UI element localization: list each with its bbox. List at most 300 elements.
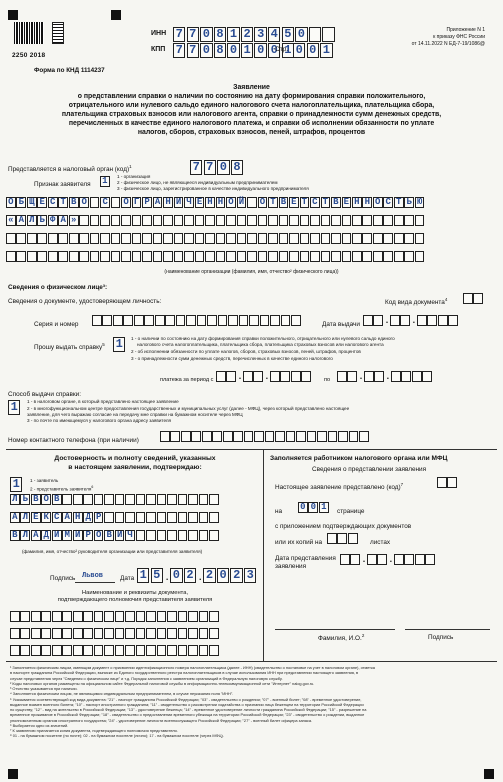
inn-cell [309,27,321,42]
org-name-cell [247,233,257,244]
org-name-cell: О [6,197,16,208]
org-name-cell [195,233,205,244]
official-date-cell [377,554,387,565]
org-name-cell: А [153,197,163,208]
issue-date-cell [373,315,383,326]
org-name-cell [321,233,331,244]
org-name-row4 [6,251,425,262]
series-cell [144,315,154,326]
docref-cell [31,611,41,622]
lastname-cell [157,494,167,505]
org-name-cell: Н [352,197,362,208]
org-name-cell [195,215,205,226]
org-name-cell [258,215,268,226]
org-name-cell [289,215,299,226]
issue-date-cell [438,315,448,326]
org-name-cell [383,233,393,244]
series-cell [270,315,280,326]
org-name-caption: (наименование организации (фамилия, имя, отчество² физического лица)) [164,269,339,275]
series-cell [291,315,301,326]
title-line3: плательщика страховых взносов или налогового агента, справки о принадлежности сумм денежных средств, [61,110,442,118]
firstname-cell [125,512,135,523]
period-to-cell [401,371,411,382]
docref-cell [10,645,20,656]
sign-date-cell: 2 [230,568,242,583]
org-name-cell [184,215,194,226]
patronymic-cell [188,530,198,541]
docref-cell [136,628,146,639]
docref-cell [73,628,83,639]
period-to-cell [412,371,422,382]
series-cell [281,315,291,326]
inn-cell: 7 [173,27,185,42]
org-name-cell [415,233,425,244]
org-name-cell: С [48,197,58,208]
lastname-cells [10,494,220,505]
firstname-cell: К [41,512,51,523]
org-name-cell [58,251,68,262]
org-name-cell [100,251,110,262]
patronymic-cell: И [73,530,83,541]
delivery-opt2b: заявление, для чего выражаю согласие на передачу мне справки на бумажном носителе через МФЦ [27,412,243,417]
copies-cell [327,533,337,544]
org-name-cell [331,251,341,262]
org-name-cell: С [310,197,320,208]
lastname-cell [209,494,219,505]
org-name-cell: А [16,215,26,226]
org-name-cell: О [373,197,383,208]
official-date-cells [340,554,436,565]
org-name-cell [174,215,184,226]
pages-cell: 1 [319,502,329,513]
docref-cell [209,611,219,622]
applicant-option3: 3 - физическое лицо, зарегистрированное в качестве индивидуального предпринимателя [117,186,309,191]
confirm-title [20,455,250,473]
org-name-cell [16,233,26,244]
submitted-cells [437,477,458,488]
period-from-cell [301,371,311,382]
appendix-line2: к приказу ФНС России [433,34,485,40]
barcode [14,22,44,44]
phone-cell [191,431,201,442]
docref-cell [209,628,219,639]
lastname-cell [73,494,83,505]
org-name-cell [132,251,142,262]
period-from-cell [270,371,280,382]
org-name-cell [100,215,110,226]
phone-cell [244,431,254,442]
footnote-line: ⁶ Выбирается одно из значений. [10,722,69,728]
copies-cells [327,533,358,544]
date-separator: . [238,371,242,382]
period-from-cell [226,371,236,382]
org-name-cell [132,215,142,226]
org-name-cell [237,251,247,262]
inn-cells [173,27,336,42]
docref-cell [199,628,209,639]
docref-cell [41,645,51,656]
lastname-cell [94,494,104,505]
patronymic-cell: А [31,530,41,541]
lastname-cell: Л [10,494,20,505]
official-date-cell [415,554,425,565]
org-name-cell [6,251,16,262]
phone-cell [265,431,275,442]
org-name-cell [69,233,79,244]
org-name-cell: Ч [184,197,194,208]
patronymic-cell: Ч [125,530,135,541]
patronymic-cell: В [104,530,114,541]
docref-cell [94,628,104,639]
certificate-opt3: 3 - о принадлежности сумм денежных средств, перечисленных в качестве единого налогового [131,356,333,361]
docref-cell [83,628,93,639]
firstname-cell [188,512,198,523]
org-name-cell: Б [16,197,26,208]
certificate-opt2: 2 - об исполнении обязанности по уплате налогов, сборов, страховых взносов, пеней, штрафов, процентов [131,349,361,354]
copies-cell [348,533,358,544]
period-from-cell [253,371,263,382]
footnote-line: выданное взамен военного билета; "10" - паспорт иностранного гражданина; "11" - свидетельство о рассмотрении ходатайства о признании лица беженцем на территории Российской Федерации [10,701,364,707]
org-name-cell [289,233,299,244]
docref-cell [73,611,83,622]
period-from-cell [216,371,226,382]
org-name-cell [153,215,163,226]
org-name-cell: Ю [415,197,425,208]
org-name-cell [69,251,79,262]
copies-label: или их копий на [275,539,323,546]
docref-cell [146,611,156,622]
docref-cell [167,628,177,639]
official-fio-line [275,629,395,630]
org-name-cell [279,251,289,262]
org-name-cell: Щ [27,197,37,208]
org-name-cell: » [69,215,79,226]
kpp-cell: 0 [200,43,212,58]
certificate-label: Прошу выдать справку$^5$ [34,342,105,352]
date-separator: . [199,572,202,583]
title-block [0,84,503,138]
period-to-cell [391,371,401,382]
pages-label: странице [337,508,365,515]
series-cell [249,315,259,326]
sign-label: Подпись [50,575,76,582]
org-name-cell [373,215,383,226]
docref-cell [104,645,114,656]
firstname-cell: А [62,512,72,523]
appendix-line1: Приложение N 1 [446,27,485,33]
phone-cell [296,431,306,442]
org-name-cell [174,233,184,244]
docref-cell [62,611,72,622]
org-name-cell [342,233,352,244]
org-name-cell [226,251,236,262]
org-name-row3 [6,233,425,244]
org-name-cell: Т [268,197,278,208]
doc-label: Сведения о документе, удостоверяющем личность: [8,298,162,305]
submitted-label: Настоящее заявление представлено (код)$^7$ [275,482,404,492]
org-name-cell: Е [289,197,299,208]
firstname-cell [115,512,125,523]
org-name-cell [394,215,404,226]
org-name-cell [111,197,121,208]
docref-cell [94,645,104,656]
org-name-cell [310,215,320,226]
inn-cell: 1 [227,27,239,42]
org-name-cell: В [279,197,289,208]
firstname-cell: Е [31,512,41,523]
org-name-cell: Р [142,197,152,208]
delivery-label: Способ выдачи справки: [8,391,81,398]
date-separator: . [389,554,393,565]
patronymic-cell: Р [83,530,93,541]
pages-cell: 0 [308,502,318,513]
lastname-cell [83,494,93,505]
inn-cell: 0 [295,27,307,42]
footnote-line: ¹ Заполняется физическим лицом, имеющим документ о присвоении идентификационного номера налогоплательщика (далее - ИНН) (свидетельство о постановке на учет в налоговом органе), отметка [10,665,375,670]
patronymic-cell [157,530,167,541]
applicant-sign-cells [100,176,110,187]
org-name-cell: Л [27,215,37,226]
org-name-cell [268,251,278,262]
series-cell [102,315,112,326]
date-separator: . [385,315,389,326]
inn-cell: 4 [268,27,280,42]
docref-cell [73,645,83,656]
period-to-cell [422,371,432,382]
org-name-cell: Н [205,197,215,208]
org-name-cell [174,251,184,262]
org-name-cell [27,251,37,262]
org-name-cell [300,251,310,262]
bottom-right-marker [484,769,494,779]
org-name-cell [383,251,393,262]
org-name-cell: С [383,197,393,208]
phone-cell [317,431,327,442]
pages-cells [298,502,329,513]
sign-date-cell: 1 [137,568,149,583]
lastname-cell [146,494,156,505]
inn-cell: 0 [200,27,212,42]
top-right-marker [111,10,121,20]
lastname-cell [62,494,72,505]
patronymic-cell: И [115,530,125,541]
docref-cell [178,628,188,639]
inn-cell: 5 [282,27,294,42]
docref-cell [41,628,51,639]
org-name-cell: И [174,197,184,208]
date-separator: . [362,554,366,565]
org-name-cell [362,215,372,226]
org-name-cell [153,233,163,244]
inn-cell [322,27,334,42]
org-name-cell: В [69,197,79,208]
org-name-cell [205,233,215,244]
docref-cell [188,628,198,639]
kpp-cell: 8 [214,43,226,58]
footnote-line: по существу; "12" - вид на жительство в Российской Федерации; "13" - удостоверение беженца; "14" - временное удостоверение личности гражданина Российской Федерации; "15" - разрешение на [10,707,367,713]
footnote-line: ⁴ Заполняется физическим лицом, не являющимся индивидуальным предпринимателем, в случае неуказания поля "ИНН". [10,691,234,697]
footnote-line: ⁷ К заявлению прилагается копия документа, подтверждающего полномочия представителя. [10,728,178,734]
org-name-cell [90,251,100,262]
org-name-cell: О [79,197,89,208]
org-name-cell [310,233,320,244]
attach-label: с приложением подтверждающих документов [275,523,412,530]
lastname-cell [136,494,146,505]
confirm-cell: 1 [10,477,22,492]
copies-cell [337,533,347,544]
phone-label: Номер контактного телефона (при наличии) [8,437,139,444]
delivery-opt2: 2 - в многофункциональном центре предоставления государственных и муниципальных услуг (далее - МФЦ), через который представлено настоящее [27,406,350,411]
org-name-cell [415,215,425,226]
series-cell [197,315,207,326]
page-cells [293,43,334,58]
docref-cell [146,645,156,656]
org-name-cell [279,215,289,226]
org-name-cell [331,233,341,244]
on-label: на [275,508,283,515]
issue-date-cell [427,315,437,326]
docref-row2 [10,628,220,639]
fio-caption: (фамилия, имя, отчество² руководителя организации или представителя заявителя) [22,549,203,554]
org-name-cell: Е [195,197,205,208]
period-to-cell [337,371,347,382]
org-name-cell [247,251,257,262]
inn-cell: 7 [187,27,199,42]
official-date-cell [340,554,350,565]
docref-cell [115,628,125,639]
docref-cell [178,611,188,622]
docref-cell [188,645,198,656]
series-cell [260,315,270,326]
docref-cell [199,645,209,656]
payment-period-label: платежа за период с [160,377,214,383]
firstname-cell [199,512,209,523]
docref-cell [157,645,167,656]
kpp-cell: 1 [241,43,253,58]
org-name-cell [48,251,58,262]
issue-date-label: Дата выдачи [322,321,360,328]
docref-cell [188,611,198,622]
org-name-cell [331,215,341,226]
lastname-cell [188,494,198,505]
footnote-line: ⁵ Указывается соответствующий код вида документа: "21" - паспорт гражданина Российской Федерации; "03" - свидетельство о рождении; "07" - военный билет; "08" - временное удостоверение, [10,696,362,702]
appendix-line3: от 14.11.2022 N ЕД-7-19/1086@ [411,41,485,47]
org-name-cell [237,215,247,226]
patronymic-cell: О [94,530,104,541]
barcode-box [52,22,64,44]
org-name-cell [16,251,26,262]
kpp-cell: 7 [187,43,199,58]
org-name-cell [342,251,352,262]
applicant-sign-cell: 1 [100,176,110,187]
lastname-cell [178,494,188,505]
sign-date-cell: 0 [170,568,182,583]
sign-date-cell: 2 [203,568,215,583]
patronymic-cell: И [52,530,62,541]
applicant-option2: 2 - физическое лицо, не являющееся индивидуальным предпринимателем [117,180,278,185]
period-to-label: по [324,377,331,383]
series-cell [186,315,196,326]
patronymic-cell [178,530,188,541]
docref-cell [83,645,93,656]
org-name-cell [321,215,331,226]
issue-date-cell [363,315,373,326]
doc-code-cell [473,293,483,304]
period-to-cell [364,371,374,382]
org-name-cell [216,215,226,226]
org-name-cell [184,233,194,244]
column-divider [263,449,264,661]
phone-cell [359,431,369,442]
official-date-cell [425,554,435,565]
phone-cells [160,431,370,442]
firstname-cell [167,512,177,523]
series-cell [155,315,165,326]
phone-cell [349,431,359,442]
footnote-line: ² Коды налоговых органов размещены на официальном сайте Федеральной налоговой службы в информационно-телекоммуникационной сети "Интернет" nalog.gov.ru. [10,680,315,686]
official-fio-label: Фамилия, И.О.$^2$ [318,633,365,643]
patronymic-cell: Д [41,530,51,541]
series-cell [176,315,186,326]
title-line1: о представлении справки о наличии по состоянию на дату формирования справки положительного, [77,92,426,100]
firstname-cell [136,512,146,523]
signature-text: Львов [82,572,104,580]
org-name-cell: Ь [404,197,414,208]
firstname-cell: А [10,512,20,523]
official-subtitle: Сведения о представлении заявления [312,466,427,473]
footnote-line: случае представления через "Сведения о физическом лице" и т.д. Порядок заполнения с заявлением организаций в Федеральную налоговую службу. [10,675,283,681]
org-name-cell [247,215,257,226]
lastname-cell [104,494,114,505]
doc-code-cells [463,293,484,304]
org-name-cell [373,233,383,244]
docref-cell [125,611,135,622]
official-date-cell [404,554,414,565]
series-cell [134,315,144,326]
org-name-cell [247,197,257,208]
docref-cell [167,645,177,656]
org-name-cell [48,233,58,244]
series-cell [239,315,249,326]
org-name-cell [184,251,194,262]
org-name-cell [79,215,89,226]
org-name-cell [373,251,383,262]
org-name-cell: В [331,197,341,208]
confirm-cells [10,477,24,492]
docref-row1 [10,611,220,622]
org-name-cell [383,215,393,226]
org-name-cell [226,233,236,244]
issue-date-cell [448,315,458,326]
period-to-cell [374,371,384,382]
title-heading: Заявление [233,84,270,91]
org-name-cell [352,251,362,262]
delivery-opt3: 3 - по почте по имеющемуся у налогового органа адресу заявителя [27,418,172,423]
inn-label: ИНН [151,30,167,37]
applicant-option1: 1 - организация [117,174,151,179]
title-line2: отрицательного или нулевого сальдо единого налогового счета налогоплательщика, плательщика сбора, [68,101,435,109]
org-name-cell [404,233,414,244]
docref-cell [209,645,219,656]
org-name-cell [258,251,268,262]
bottom-left-marker [8,769,18,779]
org-name-cell [310,251,320,262]
docref-cell [52,611,62,622]
docref-cell [146,628,156,639]
tax-code-cell: 8 [231,160,243,175]
org-name-cell [132,233,142,244]
org-name-cell: Т [394,197,404,208]
